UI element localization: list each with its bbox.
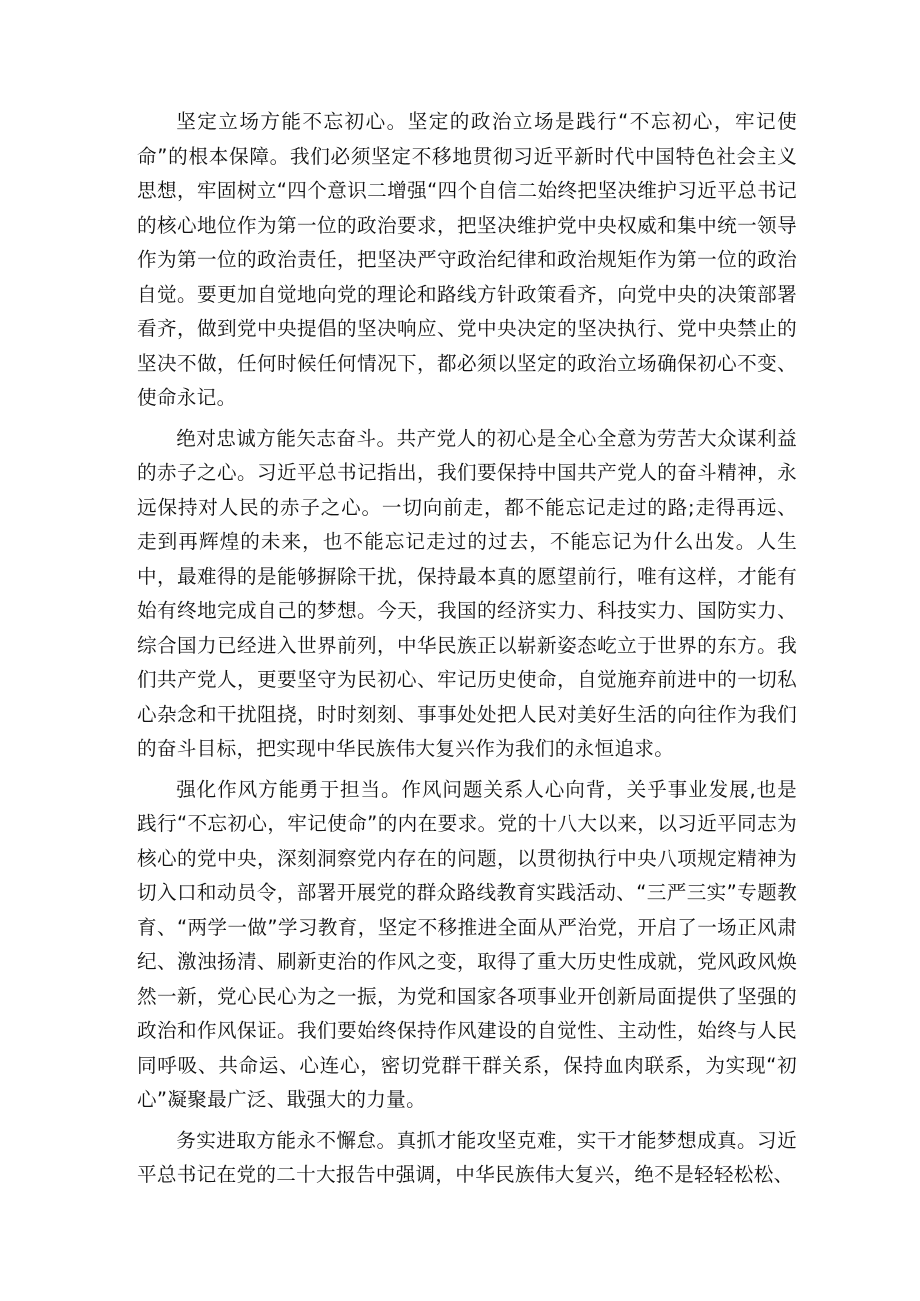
paragraph-work-style: 强化作风方能勇于担当。作风问题关系人心向背，关乎事业发展,也是践行“不忘初心，牢记使命”的内在要求。党的十八大以来，以习近平同志为核心的党中央，深刻洞察党内存在的问题，以贯彻执行中央八项规定精神为切入口和动员令，部署开展党的群众路线教育实践活动、“三严三实”专题教育、“两学一做”学习教育，坚定不移推进全面从严治党，开启了一场正风肃纪、激浊扬清、刷新吏治的作风之变，取得了重大历史性成就，党风政风焕然一新，党心民心为之一振，为党和国家各项事业开创新局面提供了坚强的政治和作风保证。我们要始终保持作风建设的自觉性、主动性，始终与人民同呼吸、共命运、心连心，密切党群干群关系，保持血肉联系，为实现“初心”凝聚最广泛、戢强大的力量。 bbox=[137, 777, 797, 1111]
paragraph-pragmatic-progress: 务实进取方能永不懈怠。真抓才能攻坚克难，实干才能梦想成真。习近平总书记在党的二十大报告中强调，中华民族伟大复兴，绝不是轻轻松松、 bbox=[137, 1128, 797, 1186]
paragraph-firm-stance: 坚定立场方能不忘初心。坚定的政治立场是践行“不忘初心，牢记使命”的根本保障。我们必须坚定不移地贯彻习近平新时代中国特色社会主义思想，牢固树立“四个意识二增强“四个自信二始终把坚决维护习近平总书记的核心地位作为第一位的政治要求，把坚决维护党中央权威和集中统一领导作为第一位的政治责任，把坚决严守政治纪律和政治规矩作为第一位的政治自觉。要更加自觉地向党的理论和路线方针政策看齐，向党中央的决策部署看齐，做到党中央提倡的坚决响应、党中央决定的坚决执行、党中央禁止的坚决不做，任何时候任何情况下，都必须以坚定的政治立场确保初心不变、使命永记。 bbox=[137, 110, 797, 409]
paragraph-absolute-loyalty: 绝对忠诚方能矢志奋斗。共产党人的初心是全心全意为劳苦大众谋利益的赤子之心。习近平总书记指出，我们要保持中国共产党人的奋斗精神，永远保持对人民的赤子之心。一切向前走，都不能忘记走过的路;走得再远、走到再辉煌的未来，也不能忘记走过的过去，不能忘记为什么出发。人生中，最难得的是能够摒除干扰，保持最本真的愿望前行，唯有这样，才能有始有终地完成自己的梦想。今天，我国的经济实力、科技实力、国防实力、综合国力已经进入世界前列，中华民族正以崭新姿态屹立于世界的东方。我们共产党人，更要坚守为民初心、牢记历史使命，自觉施弃前进中的一切私心杂念和干扰阻挠，时时刻刻、事事处处把人民对美好生活的向往作为我们的奋斗目标，把实现中华民族伟大复兴作为我们的永恒追求。 bbox=[137, 426, 797, 760]
document-body bbox=[137, 105, 797, 1199]
